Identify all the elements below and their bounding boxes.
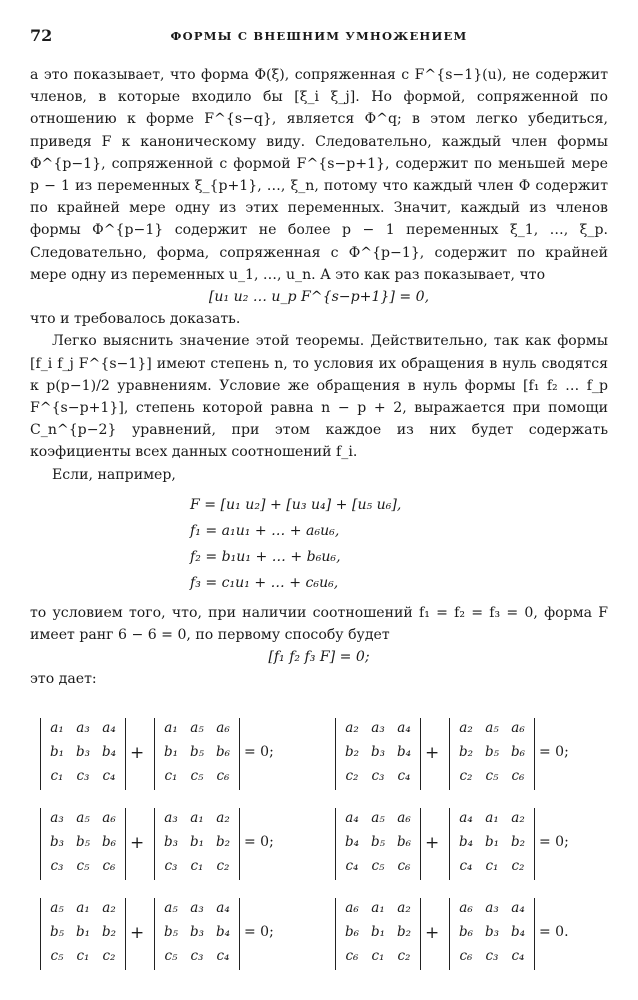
matrix-entry: c₁ (190, 858, 204, 874)
matrix-entry: c₂ (102, 948, 116, 964)
matrix-entry: a₆ (345, 900, 359, 916)
plus-sign: + (130, 743, 145, 763)
determinant-right (449, 718, 535, 790)
matrix-entry: c₅ (371, 858, 385, 874)
paragraph-2: что и требовалось доказать. (30, 311, 241, 328)
matrix-entry: a₄ (345, 810, 359, 826)
matrix-entry: c₂ (397, 948, 411, 964)
determinant-right (449, 808, 535, 880)
matrix-entry: c₄ (397, 768, 411, 784)
matrix-entry: c₄ (102, 768, 116, 784)
matrix-entry: a₁ (76, 900, 90, 916)
determinant-left (335, 718, 421, 790)
matrix-entry: a₂ (102, 900, 116, 916)
matrix-entry: c₃ (164, 858, 178, 874)
matrix-entry: b₆ (215, 744, 231, 760)
equation-F: F = [u₁ u₂] + [u₃ u₄] + [u₅ u₆], (190, 496, 402, 513)
matrix-entry: c₅ (50, 948, 64, 964)
equation-f1: f₁ = a₁u₁ + … + a₆u₆, (190, 522, 340, 539)
matrix-entry: c₆ (102, 858, 116, 874)
matrix-entry: b₂ (396, 924, 412, 940)
determinant-equation (325, 718, 615, 794)
matrix-entry: c₄ (345, 858, 359, 874)
equation-3: [f₁ f₂ f₃ F] = 0; (268, 649, 370, 666)
matrix-entry: c₆ (345, 948, 359, 964)
matrix-entry: a₂ (459, 720, 473, 736)
determinant-equation (30, 808, 320, 884)
matrix-entry: c₃ (76, 768, 90, 784)
matrix-entry: b₁ (484, 834, 500, 850)
determinant-equation (30, 718, 320, 794)
matrix-entry: a₂ (216, 810, 230, 826)
matrix-entry: c₄ (216, 948, 230, 964)
equation-result: = 0. (539, 924, 569, 940)
determinant-left (335, 898, 421, 970)
determinant-equation (30, 898, 320, 974)
matrix-entry: c₃ (190, 948, 204, 964)
plus-sign: + (425, 833, 440, 853)
matrix-entry: c₂ (345, 768, 359, 784)
matrix-entry: c₁ (76, 948, 90, 964)
text-body (30, 64, 608, 691)
matrix-entry: c₂ (511, 858, 525, 874)
paragraph-6: это дает: (30, 671, 97, 688)
equation-f2: f₂ = b₁u₁ + … + b₆u₆, (190, 548, 341, 565)
plus-sign: + (425, 923, 440, 943)
plus-sign: + (130, 833, 145, 853)
matrix-entry: a₄ (102, 720, 116, 736)
matrix-entry: b₆ (458, 924, 474, 940)
determinant-right (154, 898, 240, 970)
matrix-entry: b₅ (484, 744, 500, 760)
matrix-entry: a₁ (50, 720, 64, 736)
determinant-equation (325, 898, 615, 974)
matrix-entry: b₄ (215, 924, 231, 940)
matrix-entry: c₁ (50, 768, 64, 784)
matrix-entry: b₂ (344, 744, 360, 760)
matrix-entry: a₂ (397, 900, 411, 916)
matrix-entry: b₅ (49, 924, 65, 940)
determinant-right (154, 808, 240, 880)
matrix-entry: a₂ (345, 720, 359, 736)
matrix-entry: b₆ (101, 834, 117, 850)
matrix-entry: c₁ (485, 858, 499, 874)
matrix-entry: c₅ (76, 858, 90, 874)
matrix-entry: b₅ (75, 834, 91, 850)
matrix-entry: a₃ (371, 720, 385, 736)
equation-result: = 0; (244, 744, 274, 760)
matrix-entry: a₃ (76, 720, 90, 736)
matrix-entry: b₆ (510, 744, 526, 760)
determinant-right (154, 718, 240, 790)
matrix-entry: a₅ (76, 810, 90, 826)
matrix-entry: c₆ (511, 768, 525, 784)
matrix-entry: a₅ (164, 900, 178, 916)
matrix-entry: c₅ (485, 768, 499, 784)
matrix-entry: c₃ (371, 768, 385, 784)
matrix-entry: a₆ (397, 810, 411, 826)
matrix-entry: b₃ (484, 924, 500, 940)
matrix-entry: a₆ (511, 720, 525, 736)
matrix-entry: b₃ (370, 744, 386, 760)
equation-result: = 0; (244, 834, 274, 850)
matrix-entry: b₂ (101, 924, 117, 940)
matrix-entry: b₄ (510, 924, 526, 940)
matrix-entry: c₃ (485, 948, 499, 964)
matrix-entry: a₄ (511, 900, 525, 916)
matrix-entry: b₁ (75, 924, 91, 940)
matrix-entry: a₄ (459, 810, 473, 826)
matrix-entry: b₄ (344, 834, 360, 850)
matrix-entry: c₅ (190, 768, 204, 784)
determinant-left (335, 808, 421, 880)
matrix-entry: a₃ (50, 810, 64, 826)
equation-result: = 0; (539, 744, 569, 760)
matrix-entry: b₁ (370, 924, 386, 940)
matrix-entry: b₆ (344, 924, 360, 940)
matrix-entry: b₆ (396, 834, 412, 850)
matrix-entry: a₃ (190, 900, 204, 916)
matrix-entry: b₃ (163, 834, 179, 850)
matrix-entry: a₆ (102, 810, 116, 826)
equation-result: = 0; (244, 924, 274, 940)
equation-system (190, 492, 608, 596)
determinant-equation (325, 808, 615, 884)
matrix-entry: c₂ (216, 858, 230, 874)
matrix-entry: a₆ (459, 900, 473, 916)
matrix-entry: b₁ (189, 834, 205, 850)
paragraph-5: то условием того, что, при наличии соотношений f₁ = f₂ = f₃ = 0, форма F имеет ранг 6 − 6 = 0, по первому способу будет (30, 604, 608, 644)
running-head: ФОРМЫ С ВНЕШНИМ УМНОЖЕНИЕМ (170, 29, 468, 43)
paragraph-1: а это показывает, что форма Φ(ξ), сопряженная с F^{s−1}(u), не содержит членов, в которые входило бы [ξ_i ξ_j]. Но формой, сопряженной по отношению к форме F^{s−q}, является Φ^q; в этом легко убедиться, приведя F к каноническому виду. Следовательно, каждый член формы Φ^{p−1}, сопряженной с формой F^{s−p+1}, содержит по меньшей мере p − 1 из переменных ξ_{p+1}, …, ξ_n, потому что каждый член Φ содержит по крайней мере одну из этих переменных. Значит, каждый из членов формы Φ^{p−1} содержит не более p − 1 переменных ξ_1, …, ξ_p. Следовательно, форма, сопряженная с Φ^{p−1}, содержит по крайней мере одну из переменных u_1, …, u_n. А это как раз показывает, что (30, 67, 608, 283)
determinant-right (449, 898, 535, 970)
matrix-entry: a₃ (485, 900, 499, 916)
paragraph-3: Легко выяснить значение этой теоремы. Действительно, так как формы [f_i f_j F^{s−1}] имеют степень n, то условия их обращения в нуль сводятся к p(p−1)/2 уравнениям. Условие же обращения в нуль формы [f₁ f₂ … f_p F^{s−p+1}], степень которой равна n − p + 2, выражается при помощи C_n^{p−2} уравнений, при этом каждое из них будет содержать коэфициенты всех данных соотношений f_i. (30, 333, 608, 461)
matrix-entry: a₁ (190, 810, 204, 826)
matrix-entry: b₁ (49, 744, 65, 760)
matrix-entry: b₁ (163, 744, 179, 760)
matrix-entry: a₄ (216, 900, 230, 916)
matrix-entry: b₄ (458, 834, 474, 850)
matrix-entry: b₅ (189, 744, 205, 760)
matrix-entry: b₅ (370, 834, 386, 850)
equation-f3: f₃ = c₁u₁ + … + c₆u₆, (190, 574, 339, 591)
matrix-entry: b₄ (396, 744, 412, 760)
matrix-entry: c₅ (164, 948, 178, 964)
matrix-entry: c₄ (511, 948, 525, 964)
matrix-entry: a₁ (164, 720, 178, 736)
matrix-entry: a₂ (511, 810, 525, 826)
paragraph-4: Если, например, (52, 466, 176, 483)
determinant-left (40, 898, 126, 970)
determinant-left (40, 808, 126, 880)
matrix-entry: c₁ (164, 768, 178, 784)
matrix-entry: c₆ (216, 768, 230, 784)
matrix-entry: c₂ (459, 768, 473, 784)
matrix-entry: c₄ (459, 858, 473, 874)
page-number: 72 (30, 26, 53, 45)
matrix-entry: b₃ (189, 924, 205, 940)
matrix-entry: a₅ (485, 720, 499, 736)
matrix-entry: c₆ (459, 948, 473, 964)
plus-sign: + (425, 743, 440, 763)
matrix-entry: b₃ (49, 834, 65, 850)
matrix-entry: b₂ (458, 744, 474, 760)
matrix-entry: c₁ (371, 948, 385, 964)
matrix-entry: a₁ (371, 900, 385, 916)
determinant-left (40, 718, 126, 790)
matrix-entry: b₄ (101, 744, 117, 760)
matrix-entry: a₆ (216, 720, 230, 736)
matrix-entry: a₄ (397, 720, 411, 736)
matrix-entry: a₅ (190, 720, 204, 736)
equation-1: [u₁ u₂ … u_p F^{s−p+1}] = 0, (208, 289, 430, 306)
matrix-entry: a₃ (164, 810, 178, 826)
matrix-entry: b₂ (215, 834, 231, 850)
matrix-entry: c₆ (397, 858, 411, 874)
matrix-entry: a₅ (50, 900, 64, 916)
plus-sign: + (130, 923, 145, 943)
matrix-entry: c₃ (50, 858, 64, 874)
matrix-entry: b₂ (510, 834, 526, 850)
equation-result: = 0; (539, 834, 569, 850)
matrix-entry: a₅ (371, 810, 385, 826)
matrix-entry: b₃ (75, 744, 91, 760)
matrix-entry: a₁ (485, 810, 499, 826)
matrix-entry: b₅ (163, 924, 179, 940)
